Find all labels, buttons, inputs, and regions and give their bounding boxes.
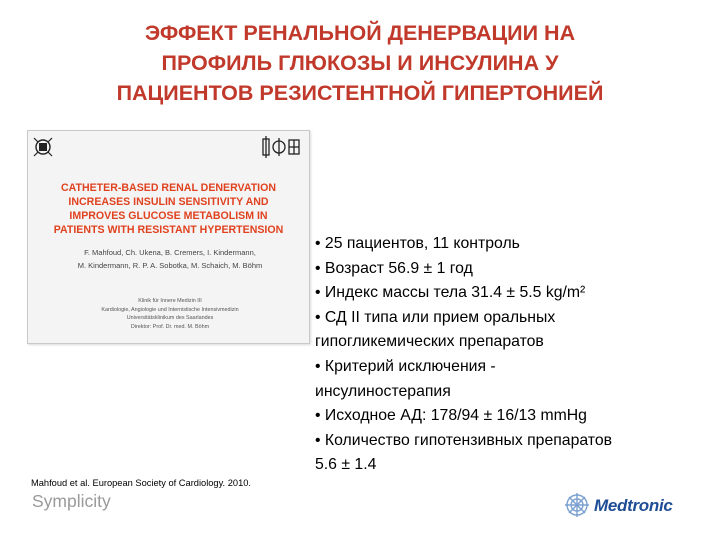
paper-affiliation-line: Klinik für Innere Medizin III	[138, 298, 202, 304]
paper-title-line: PATIENTS WITH RESISTANT HYPERTENSION	[53, 224, 284, 236]
paper-title	[34, 181, 303, 237]
paper-authors	[36, 247, 304, 272]
fact-line: • СД II типа или прием оральных	[315, 308, 556, 326]
clinic-emblem-icon	[261, 136, 301, 158]
paper-authors-line: F. Mahfoud, Ch. Ukena, B. Cremers, I. Kindermann,	[84, 248, 256, 257]
slide-title-line: ЭФФЕКТ РЕНАЛЬНОЙ ДЕНЕРВАЦИИ НА	[144, 21, 576, 45]
paper-affiliation-line: Direktor: Prof. Dr. med. M. Böhm	[130, 323, 210, 330]
university-seal-icon	[32, 135, 54, 159]
fact-line: • 25 пациентов, 11 контроль	[315, 235, 520, 252]
fact-line: 5.6 ± 1.4	[315, 456, 377, 474]
paper-affiliation-line: Universitätsklinikum des Saarlandes	[126, 315, 214, 321]
symplicity-brand: Symplicity	[32, 491, 111, 511]
slide-title	[20, 18, 700, 108]
fact-line: • Индекс массы тела 31.4 ± 5.5 kg/m²	[315, 284, 586, 302]
slide-title-line: ПРОФИЛЬ ГЛЮКОЗЫ И ИНСУЛИНА У	[161, 51, 559, 75]
paper-affiliation	[36, 297, 304, 331]
paper-thumbnail	[27, 130, 310, 344]
paper-title-line: IMPROVES GLUCOSE METABOLISM IN	[69, 210, 268, 222]
slide-title-line: ПАЦИЕНТОВ РЕЗИСТЕНТНОЙ ГИПЕРТОНИЕЙ	[116, 81, 604, 105]
fact-line: • Количество гипотензивных препаратов	[315, 431, 613, 449]
paper-authors-line: M. Kindermann, R. P. A. Sobotka, M. Schaich, M. Böhm	[77, 260, 263, 270]
fact-line: инсулиностерапия	[315, 382, 451, 400]
medtronic-wordmark: Medtronic	[594, 496, 673, 515]
citation: Mahfoud et al. European Society of Cardiology. 2010.	[31, 478, 251, 488]
study-facts-list	[315, 232, 715, 478]
paper-affiliation-line: Kardiologie, Angiologie und Internistische Intensivmedizin	[101, 306, 239, 313]
medtronic-mark-icon	[564, 491, 590, 519]
fact-line: • Возраст 56.9 ± 1 год	[315, 259, 473, 277]
fact-line: • Критерий исключения -	[315, 357, 496, 375]
fact-line: гипогликемических препаратов	[315, 333, 544, 351]
paper-title-line: INCREASES INSULIN SENSITIVITY AND	[68, 196, 269, 208]
paper-title-line: CATHETER-BASED RENAL DENERVATION	[60, 182, 277, 194]
fact-line: • Исходное АД: 178/94 ± 16/13 mmHg	[315, 407, 587, 425]
